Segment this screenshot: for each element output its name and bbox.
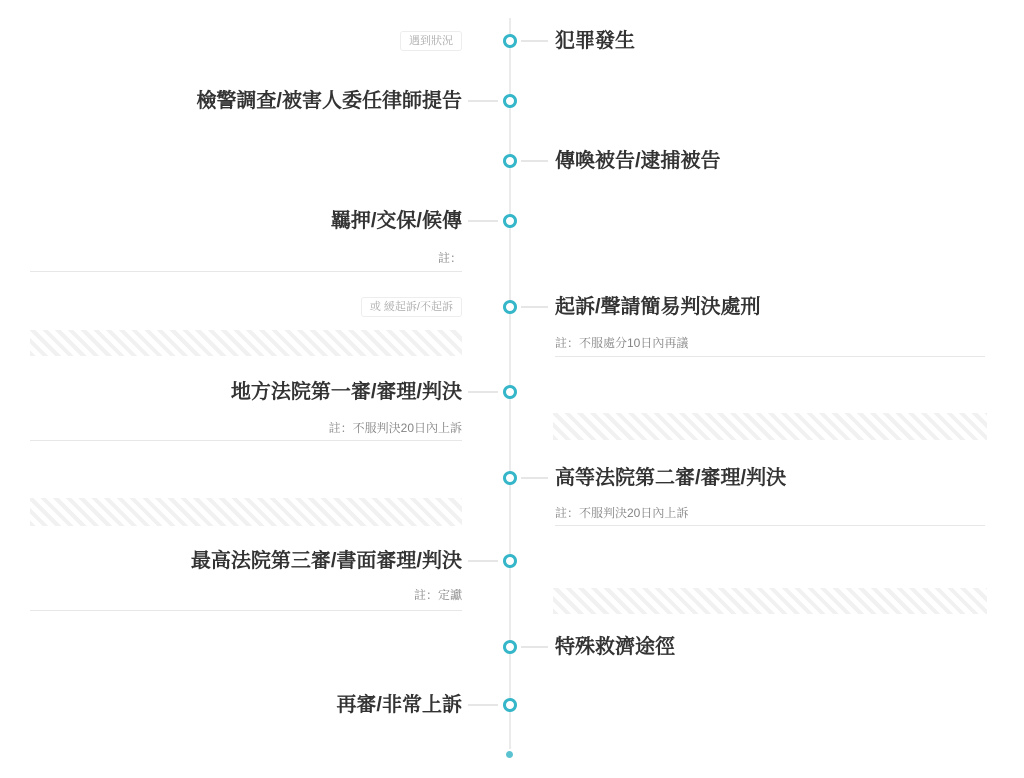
hatch-band	[30, 330, 462, 356]
hatch-band	[553, 588, 987, 614]
timeline-node-4	[503, 300, 517, 314]
node-connector-3	[468, 220, 498, 222]
timeline-node-6	[503, 471, 517, 485]
timeline-end-dot	[506, 751, 513, 758]
node-connector-7	[468, 560, 498, 562]
timeline-node-9	[503, 698, 517, 712]
node-connector-8	[521, 646, 548, 648]
divider	[30, 440, 462, 441]
step-7-note: 註：定讞	[413, 588, 462, 602]
step-5-note: 註：不服判決20日內上訴	[328, 421, 462, 435]
status-tag: 遇到狀況	[400, 31, 462, 51]
step-6-note: 註：不服判決20日內上訴	[555, 506, 689, 520]
divider	[30, 271, 462, 272]
divider	[555, 525, 985, 526]
node-connector-4	[521, 306, 548, 308]
hatch-band	[553, 413, 987, 440]
alternative-tag: 或 緩起訴/不起訴	[361, 297, 462, 317]
step-8-label: 特殊救濟途徑	[555, 636, 675, 658]
step-4-tag-wrap	[30, 297, 462, 317]
node-connector-6	[521, 477, 548, 479]
step-5-label: 地方法院第一審/審理/判決	[230, 381, 462, 403]
timeline-node-0	[503, 34, 517, 48]
step-3-note: 註：	[437, 251, 462, 265]
divider	[30, 610, 462, 611]
step-4-note: 註：不服處分10日內再議	[555, 336, 689, 350]
step-4-label: 起訴/聲請簡易判決處刑	[555, 296, 761, 318]
step-6-label: 高等法院第二審/審理/判決	[555, 467, 787, 489]
node-connector-1	[468, 100, 498, 102]
timeline-node-8	[503, 640, 517, 654]
node-connector-9	[468, 704, 498, 706]
step-2-label: 傳喚被告/逮捕被告	[555, 150, 721, 172]
timeline-node-3	[503, 214, 517, 228]
step-7-label: 最高法院第三審/書面審理/判決	[190, 550, 462, 572]
step-3-label: 羈押/交保/候傳	[330, 210, 462, 232]
step-0-label: 犯罪發生	[555, 30, 635, 52]
step-9-label: 再審/非常上訴	[336, 694, 462, 716]
timeline-node-2	[503, 154, 517, 168]
node-connector-5	[468, 391, 498, 393]
node-connector-2	[521, 160, 548, 162]
timeline-node-1	[503, 94, 517, 108]
timeline-node-7	[503, 554, 517, 568]
divider	[555, 356, 985, 357]
step-0-tag-wrap	[30, 31, 462, 51]
timeline-node-5	[503, 385, 517, 399]
hatch-band	[30, 498, 462, 526]
node-connector-0	[521, 40, 548, 42]
step-1-label: 檢警調查/被害人委任律師提告	[196, 90, 462, 112]
